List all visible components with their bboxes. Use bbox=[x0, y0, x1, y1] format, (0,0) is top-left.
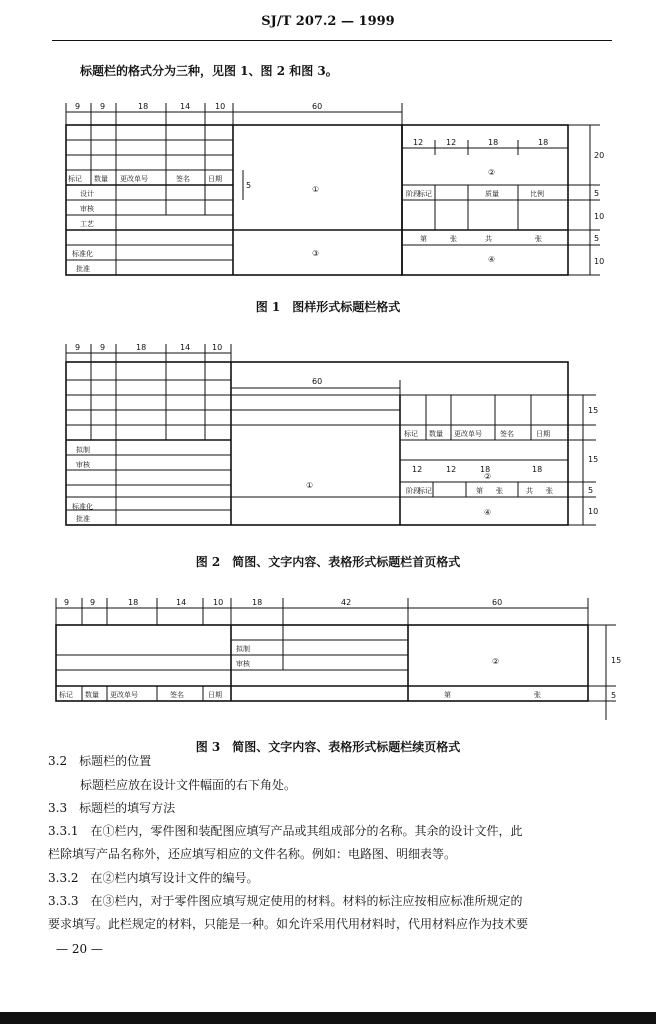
section-3-2-title: 3.2 标题栏的位置 bbox=[48, 754, 152, 768]
cell-label: 标记 bbox=[68, 175, 82, 183]
figure-2-caption: 图 2 简图、文字内容、表格形式标题栏首页格式 bbox=[195, 555, 461, 569]
vdim: 10 bbox=[594, 257, 605, 266]
cell-label: 共 bbox=[485, 235, 492, 243]
region-1-marker: ① bbox=[306, 481, 314, 490]
diagram-label: 18 bbox=[136, 343, 147, 352]
diagram-label: 日期 bbox=[536, 430, 550, 438]
region-4-marker: ④ bbox=[484, 508, 492, 517]
diagram-label: 张 bbox=[496, 487, 503, 495]
diagram-label: 60 bbox=[312, 377, 323, 386]
dim: 10 bbox=[215, 102, 226, 111]
diagram-label: 阶段 bbox=[406, 487, 420, 495]
diagram-label: 10 bbox=[212, 343, 223, 352]
diagram-label: 9 bbox=[64, 598, 70, 607]
cell-label: 设计 bbox=[80, 190, 94, 198]
diagram-label: 18 bbox=[532, 465, 543, 474]
diagram-label: 18 bbox=[128, 598, 139, 607]
cell-label: 张 bbox=[535, 235, 542, 243]
dim: 60 bbox=[312, 102, 323, 111]
cell-label: 审核 bbox=[80, 205, 94, 213]
region-2-marker: ② bbox=[488, 168, 496, 177]
diagram-label: 12 bbox=[446, 465, 457, 474]
diagram-label: 张 bbox=[534, 691, 541, 699]
diagram-label: 标准化 bbox=[72, 503, 93, 511]
section-3-2-body: 标题栏应放在设计文件幅面的右下角处。 bbox=[80, 778, 297, 792]
diagram-label: 10 bbox=[213, 598, 224, 607]
diagram-label: 14 bbox=[176, 598, 187, 607]
diagram-label: 日期 bbox=[208, 691, 222, 699]
cell-label: 张 bbox=[450, 235, 457, 243]
diagram-label: 15 bbox=[588, 406, 599, 415]
region-3-marker: ③ bbox=[312, 249, 320, 258]
diagram-label: 9 bbox=[100, 343, 106, 352]
diagram-label: 12 bbox=[412, 465, 423, 474]
section-3-3-2: 3.3.2 在②栏内填写设计文件的编号。 bbox=[48, 871, 259, 885]
diagram-label: 第 bbox=[476, 487, 483, 495]
diagram-label: 第 bbox=[444, 691, 451, 699]
diagram-label: 拟制 bbox=[236, 645, 250, 653]
cell-label: 第 bbox=[420, 235, 427, 243]
dim: 14 bbox=[180, 102, 191, 111]
diagram-label: 42 bbox=[341, 598, 352, 607]
section-3-3-3-line1: 3.3.3 在③栏内，对于零件图应填写规定使用的材料。材料的标注应按相应标准所规定的 bbox=[48, 894, 523, 908]
cell-label: 数量 bbox=[94, 175, 108, 183]
figure-3-caption: 图 3 简图、文字内容、表格形式标题栏续页格式 bbox=[195, 740, 461, 754]
diagram-label: 审核 bbox=[76, 461, 90, 469]
cell-label: 日期 bbox=[208, 175, 222, 183]
dim: 18 bbox=[538, 138, 549, 147]
diagram-label: 更改单号 bbox=[110, 691, 138, 699]
diagram-label: 标记 bbox=[59, 691, 73, 699]
region-1-marker: ① bbox=[312, 185, 320, 194]
dim: 18 bbox=[138, 102, 149, 111]
vdim: 5 bbox=[594, 189, 600, 198]
diagram-label: 15 bbox=[588, 455, 599, 464]
diagram-label: 15 bbox=[611, 656, 622, 665]
region-4-marker: ④ bbox=[488, 255, 496, 264]
diagram-label: 5 bbox=[611, 691, 617, 700]
diagram-label: 18 bbox=[480, 465, 491, 474]
diagram-label: 10 bbox=[588, 507, 599, 516]
diagram-label: 5 bbox=[588, 486, 594, 495]
cell-label: 签名 bbox=[176, 175, 190, 183]
section-3-3-1-line2: 栏除填写产品名称外，还应填写相应的文件名称。例如：电路图、明细表等。 bbox=[48, 847, 457, 861]
diagram-label: 数量 bbox=[85, 691, 99, 699]
diagram-label: 更改单号 bbox=[454, 430, 482, 438]
page-number: — 20 — bbox=[56, 942, 103, 956]
section-3-3-1-line1: 3.3.1 在①栏内，零件图和装配图应填写产品或其组成部分的名称。其余的设计文件，此 bbox=[48, 824, 523, 838]
cell-label: 更改单号 bbox=[120, 175, 148, 183]
cell-label: 工艺 bbox=[80, 220, 94, 228]
vdim: 5 bbox=[594, 234, 600, 243]
section-3-3-title: 3.3 标题栏的填写方法 bbox=[48, 801, 176, 815]
vdim: 20 bbox=[594, 151, 605, 160]
diagram-label: 签名 bbox=[500, 430, 514, 438]
cell-label: 标记 bbox=[418, 190, 432, 198]
diagram-label: 拟制 bbox=[76, 446, 90, 454]
cell-label: 批准 bbox=[76, 265, 90, 273]
diagram-label: 标记 bbox=[418, 487, 432, 495]
cell-label: 标准化 bbox=[72, 250, 93, 258]
diagram-label: 标记 bbox=[404, 430, 418, 438]
diagram-label: 签名 bbox=[170, 691, 184, 699]
diagram-label: 14 bbox=[180, 343, 191, 352]
vdim: 10 bbox=[594, 212, 605, 221]
vdim: 5 bbox=[246, 181, 252, 190]
dim: 12 bbox=[446, 138, 457, 147]
dim: 12 bbox=[413, 138, 424, 147]
diagram-label: 9 bbox=[90, 598, 96, 607]
dim: 18 bbox=[488, 138, 499, 147]
diagram-label: 18 bbox=[252, 598, 263, 607]
cell-label: 质量 bbox=[485, 190, 499, 198]
region-2-marker: ② bbox=[492, 657, 500, 666]
scan-bottom-edge bbox=[0, 1012, 656, 1024]
dim: 9 bbox=[100, 102, 106, 111]
cell-label: 比例 bbox=[530, 190, 544, 198]
diagram-label: 9 bbox=[75, 343, 81, 352]
intro-text: 标题栏的格式分为三种，见图 1、图 2 和图 3。 bbox=[80, 64, 338, 78]
section-3-3-3-line2: 要求填写。此栏规定的材料，只能是一种。如允许采用代用材料时，代用材料应作为技术要 bbox=[48, 917, 529, 931]
figure-1-caption: 图 1 图样形式标题栏格式 bbox=[255, 300, 401, 314]
cell-label: 阶段 bbox=[406, 190, 420, 198]
diagram-label: 数量 bbox=[429, 430, 443, 438]
diagram-label: 审核 bbox=[236, 660, 250, 668]
diagram-label: 共 bbox=[526, 487, 533, 495]
diagram-label: 批准 bbox=[76, 515, 90, 523]
diagram-label: 60 bbox=[492, 598, 503, 607]
region-2-marker: ② bbox=[484, 472, 492, 481]
header-code: SJ/T 207.2 — 1999 bbox=[261, 14, 395, 29]
diagram-label: 张 bbox=[546, 487, 553, 495]
dim: 9 bbox=[75, 102, 81, 111]
